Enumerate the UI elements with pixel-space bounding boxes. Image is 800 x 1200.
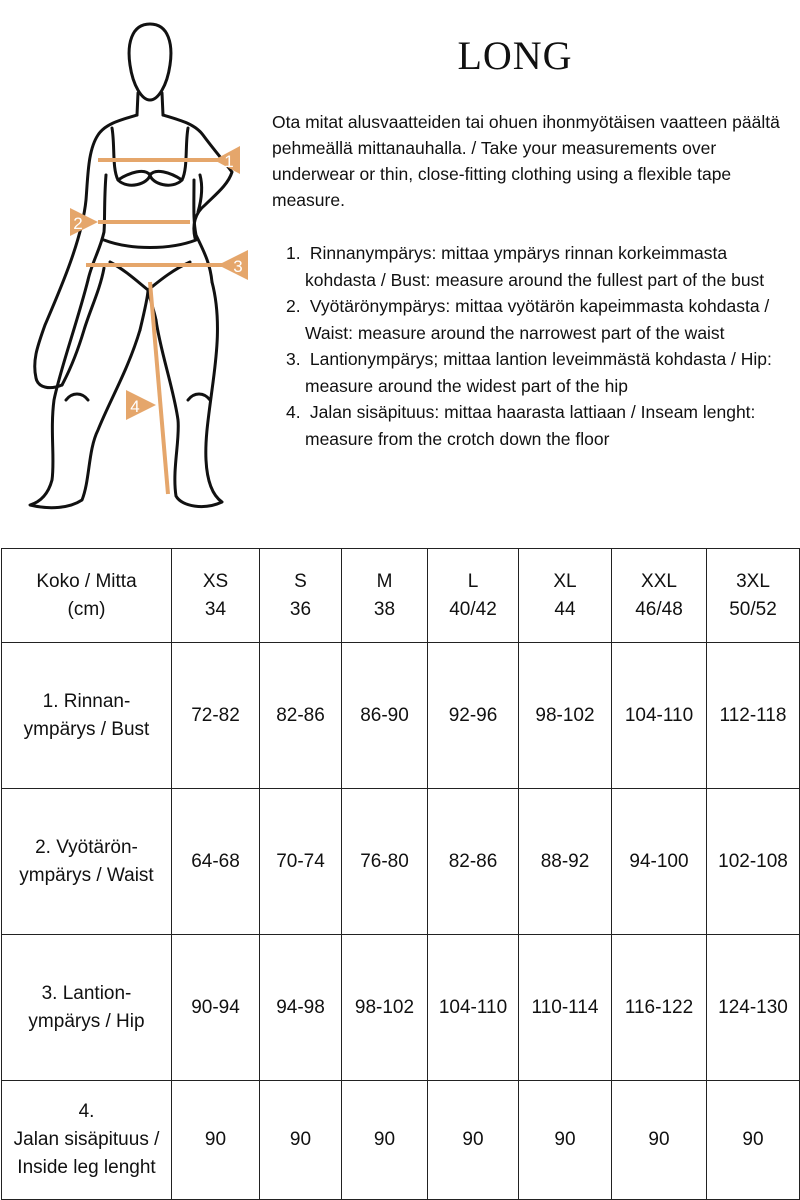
- body-outline-drawing: [0, 0, 270, 530]
- size-header-s: S 36: [260, 549, 342, 643]
- corner-header-cell: Koko / Mitta (cm): [2, 549, 172, 643]
- row-label-waist: 2. Vyötärön- ympärys / Waist: [2, 789, 172, 935]
- table-cell: 82-86: [260, 643, 342, 789]
- head-outline: [129, 24, 171, 100]
- table-cell: 90: [428, 1081, 519, 1200]
- table-row-bust: [2, 643, 800, 789]
- table-row-waist: [2, 789, 800, 935]
- step-number: 4.: [286, 402, 301, 422]
- marker-3-label: 3: [233, 257, 243, 276]
- table-cell: 102-108: [707, 789, 800, 935]
- table-cell: 112-118: [707, 643, 800, 789]
- size-header-xxl: XXL 46/48: [612, 549, 707, 643]
- step-number: 1.: [286, 243, 301, 263]
- table-cell: 90: [260, 1081, 342, 1200]
- size-header-3xl: 3XL 50/52: [707, 549, 800, 643]
- step-text: Jalan sisäpituus: mittaa haarasta lattiaan / Inseam lenght: measure from the crotch down the floor: [305, 402, 756, 449]
- step-number: 3.: [286, 349, 301, 369]
- table-cell: 104-110: [428, 935, 519, 1081]
- table-cell: 90: [172, 1081, 260, 1200]
- table-cell: 76-80: [342, 789, 428, 935]
- table-cell: 94-98: [260, 935, 342, 1081]
- step-text: Vyötärönympärys: mittaa vyötärön kapeimmasta kohdasta / Waist: measure around the narrowest part of the waist: [305, 296, 770, 343]
- intro-paragraph: Ota mitat alusvaatteiden tai ohuen ihonmyötäisen vaatteen päältä pehmeällä mittanauhalla. / Take your measurements over underwear or thin, close-fitting clothing using a flexible tape measure.: [272, 112, 780, 210]
- table-row-inseam: [2, 1081, 800, 1200]
- marker-4-label: 4: [130, 397, 140, 416]
- size-chart-table: [1, 548, 800, 1200]
- table-cell: 86-90: [342, 643, 428, 789]
- body-measurement-illustration: [0, 0, 270, 530]
- measurement-steps-list: [286, 240, 796, 452]
- table-cell: 98-102: [342, 935, 428, 1081]
- size-header-xs: XS 34: [172, 549, 260, 643]
- table-cell: 90-94: [172, 935, 260, 1081]
- size-header-l: L 40/42: [428, 549, 519, 643]
- inseam-tape-line: [150, 282, 168, 494]
- table-row-hip: [2, 935, 800, 1081]
- table-header-row: [2, 549, 800, 643]
- marker-1-label: 1: [224, 152, 234, 171]
- row-label-hip: 3. Lantion- ympärys / Hip: [2, 935, 172, 1081]
- size-header-m: M 38: [342, 549, 428, 643]
- table-cell: 88-92: [519, 789, 612, 935]
- table-cell: 94-100: [612, 789, 707, 935]
- table-cell: 72-82: [172, 643, 260, 789]
- table-cell: 90: [519, 1081, 612, 1200]
- table-cell: 82-86: [428, 789, 519, 935]
- table-cell: 92-96: [428, 643, 519, 789]
- row-label-bust: 1. Rinnan- ympärys / Bust: [2, 643, 172, 789]
- table-cell: 64-68: [172, 789, 260, 935]
- table-cell: 90: [612, 1081, 707, 1200]
- page-title: LONG: [457, 33, 573, 78]
- row-label-inseam: 4. Jalan sisäpituus / Inside leg lenght: [2, 1081, 172, 1200]
- table-cell: 116-122: [612, 935, 707, 1081]
- list-item: [286, 346, 796, 399]
- step-text: Lantionympärys; mittaa lantion leveimmästä kohdasta / Hip: measure around the widest part of the hip: [305, 349, 772, 396]
- table-cell: 110-114: [519, 935, 612, 1081]
- step-text: Rinnanympärys: mittaa ympärys rinnan korkeimmasta kohdasta / Bust: measure around the fullest part of the bust: [305, 243, 765, 290]
- list-item: [286, 399, 796, 452]
- marker-2-label: 2: [73, 214, 83, 233]
- table-cell: 90: [342, 1081, 428, 1200]
- step-number: 2.: [286, 296, 301, 316]
- list-item: [286, 240, 796, 293]
- table-cell: 70-74: [260, 789, 342, 935]
- table-cell: 90: [707, 1081, 800, 1200]
- table-cell: 104-110: [612, 643, 707, 789]
- table-cell: 98-102: [519, 643, 612, 789]
- list-item: [286, 293, 796, 346]
- size-header-xl: XL 44: [519, 549, 612, 643]
- table-cell: 124-130: [707, 935, 800, 1081]
